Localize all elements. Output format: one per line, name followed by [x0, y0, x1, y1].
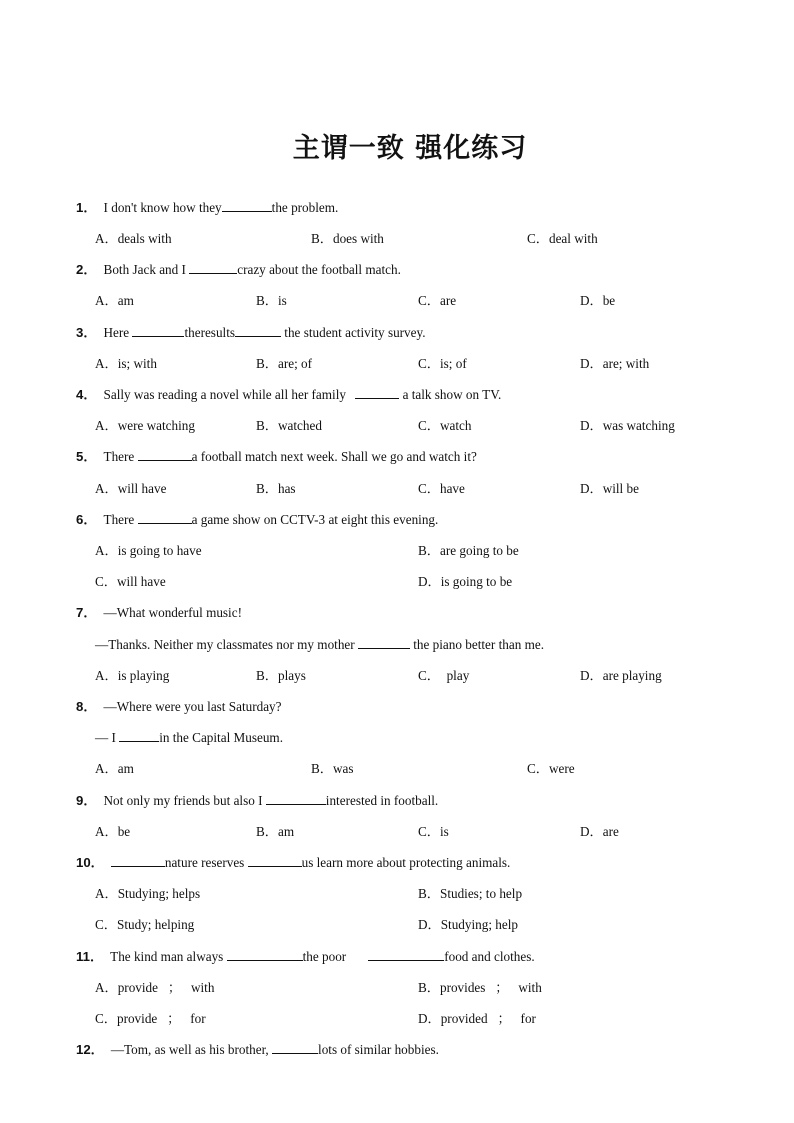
question-text: Both Jack and I	[103, 262, 190, 277]
question-8-line-2	[95, 730, 283, 746]
option-c: C．have	[418, 481, 465, 496]
question-text: lots of similar hobbies.	[318, 1042, 439, 1057]
answer-blank	[355, 387, 399, 399]
question-text: food and clothes.	[444, 949, 535, 964]
question-text: the student activity survey.	[281, 325, 426, 340]
page-title: 主谓一致 强化练习	[292, 133, 528, 164]
question-text: There	[103, 512, 138, 527]
question-number: 9．	[76, 793, 97, 808]
question-text: a game show on CCTV-3 at eight this evening.	[191, 512, 439, 527]
option-c: C．is	[418, 824, 449, 839]
option-c: C．watch	[418, 418, 472, 433]
question-number: 4．	[76, 387, 97, 402]
question-text: Not only my friends but also I	[103, 793, 266, 808]
answer-blank	[358, 637, 410, 649]
answer-blank	[119, 730, 159, 742]
question-text: a football match next week. Shall we go and watch it?	[191, 449, 477, 464]
option-a: A．were watching	[95, 418, 195, 433]
question-number: 11．	[76, 949, 104, 964]
question-9	[76, 793, 438, 809]
question-text: nature reserves	[164, 855, 248, 870]
question-text: crazy about the football match.	[237, 262, 401, 277]
answer-blank	[272, 1042, 318, 1054]
question-text: —Thanks. Neither my classmates nor my mother	[95, 637, 358, 652]
option-d: D．provided ； for	[418, 1011, 536, 1026]
question-text: The kind man always	[110, 949, 227, 964]
question-text: Here	[103, 325, 133, 340]
question-text: us learn more about protecting animals.	[301, 855, 511, 870]
answer-blank	[248, 855, 302, 867]
option-d: D．are	[580, 824, 619, 839]
question-text: Sally was reading a novel while all her family	[103, 387, 350, 402]
question-number: 5．	[76, 449, 97, 464]
option-c: C．is; of	[418, 356, 467, 371]
option-d: D．Studying; help	[418, 917, 519, 932]
question-number: 6．	[76, 512, 97, 527]
option-a: A．deals with	[95, 231, 172, 246]
answer-blank	[111, 855, 165, 867]
option-c: C．Study; helping	[95, 917, 195, 932]
question-3	[76, 325, 426, 341]
question-12	[76, 1042, 439, 1058]
question-5	[76, 449, 477, 465]
question-number: 3．	[76, 325, 97, 340]
question-number: 1．	[76, 200, 97, 215]
option-d: D．is going to be	[418, 574, 513, 589]
option-c: C．are	[418, 293, 457, 308]
option-c: C． play	[418, 668, 470, 683]
question-text: I don't know how they	[103, 200, 222, 215]
question-text: —Where were you last Saturday?	[103, 699, 282, 714]
option-b: B．are; of	[256, 356, 313, 371]
option-b: B．watched	[256, 418, 322, 433]
option-b: B．has	[256, 481, 296, 496]
answer-blank	[132, 325, 184, 337]
option-c: C．were	[527, 761, 575, 776]
question-10	[76, 855, 510, 871]
answer-blank	[266, 793, 326, 805]
question-7	[76, 605, 242, 621]
answer-blank	[235, 325, 281, 337]
answer-blank	[189, 262, 237, 274]
option-a: A．am	[95, 293, 134, 308]
option-d: D．be	[580, 293, 616, 308]
question-text: the problem.	[271, 200, 339, 215]
answer-blank	[222, 200, 272, 212]
option-a: A．provide ； with	[95, 980, 215, 995]
option-c: C．provide ； for	[95, 1011, 206, 1026]
question-text: a talk show on TV.	[399, 387, 502, 402]
question-text: There	[103, 449, 138, 464]
question-text: interested in football.	[325, 793, 439, 808]
option-a: A．is playing	[95, 668, 170, 683]
option-a: A．Studying; helps	[95, 886, 201, 901]
question-number: 10．	[76, 855, 104, 870]
question-7-line-2	[95, 637, 544, 653]
question-text: —What wonderful music!	[103, 605, 242, 620]
option-a: A．is; with	[95, 356, 157, 371]
answer-blank	[138, 449, 192, 461]
option-b: B．plays	[256, 668, 306, 683]
option-d: D．are; with	[580, 356, 650, 371]
question-text: the piano better than me.	[409, 637, 544, 652]
question-number: 8．	[76, 699, 97, 714]
option-a: A．am	[95, 761, 134, 776]
question-number: 2．	[76, 262, 97, 277]
option-b: B．is	[256, 293, 287, 308]
question-text: theresults	[184, 325, 235, 340]
option-c: C．will have	[95, 574, 166, 589]
answer-blank	[227, 949, 303, 961]
option-b: B．was	[311, 761, 354, 776]
option-b: B．Studies; to help	[418, 886, 523, 901]
option-d: D．will be	[580, 481, 639, 496]
question-1	[76, 200, 338, 216]
option-b: B．provides ； with	[418, 980, 542, 995]
question-11	[76, 949, 535, 965]
option-a: A．is going to have	[95, 543, 202, 558]
question-number: 12．	[76, 1042, 104, 1057]
option-a: A．be	[95, 824, 131, 839]
question-text: — I	[95, 730, 120, 745]
question-text: in the Capital Museum.	[159, 730, 283, 745]
option-d: D．are playing	[580, 668, 662, 683]
option-b: B．are going to be	[418, 543, 519, 558]
option-d: D．was watching	[580, 418, 675, 433]
option-b: B．am	[256, 824, 295, 839]
answer-blank	[138, 512, 192, 524]
question-text: the poor	[302, 949, 347, 964]
option-a: A．will have	[95, 481, 167, 496]
question-number: 7．	[76, 605, 97, 620]
answer-blank	[368, 949, 444, 961]
question-2	[76, 262, 401, 278]
option-c: C．deal with	[527, 231, 598, 246]
question-text: —Tom, as well as his brother,	[110, 1042, 273, 1057]
option-b: B．does with	[311, 231, 384, 246]
question-4	[76, 387, 501, 403]
question-6	[76, 512, 438, 528]
question-8	[76, 699, 282, 715]
